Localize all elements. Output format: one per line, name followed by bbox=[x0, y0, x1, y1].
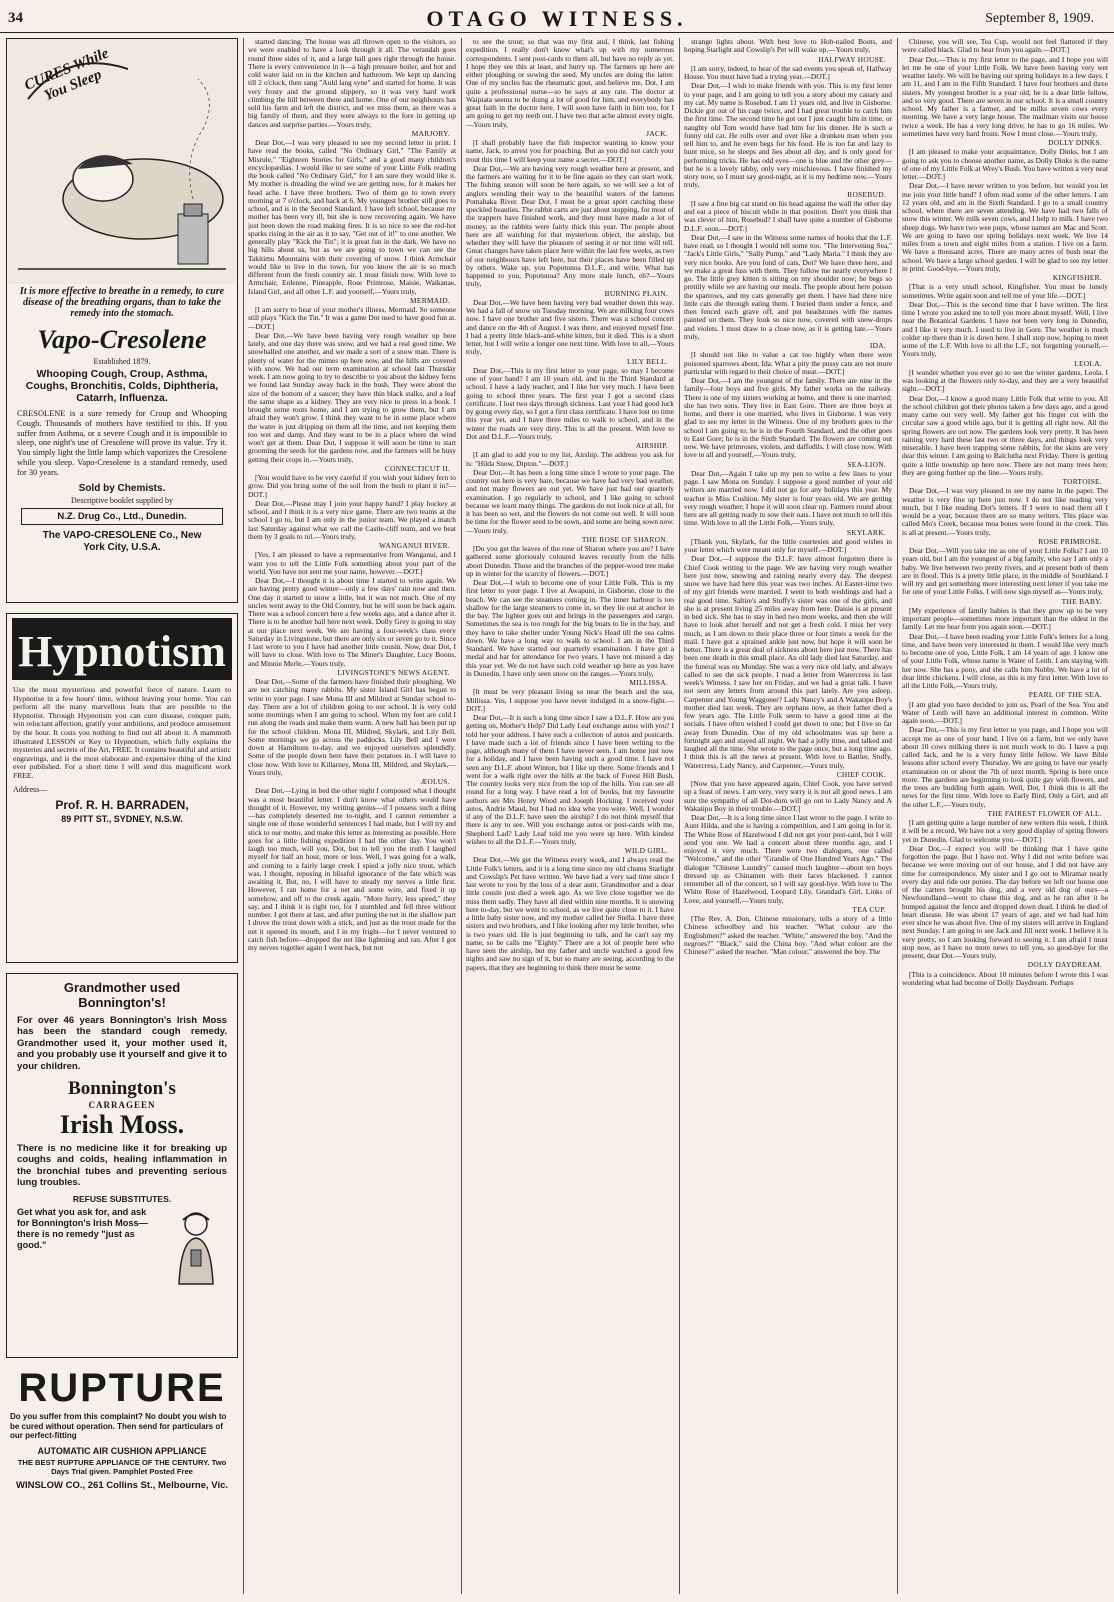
letter-paragraph: Dear Dot,—It is a long time since I last wrote to the page. I write to Aunt Hilda, and she is having a competition, and I am going in for it. The White Rose of Hazelwood I did not get your post-card, but I will send you one. We had a concert about three months ago, and I enjoyed it very much. There were two dialogues, one called "Welcome," and the other "Grandie of One Hundred Years Ago." The dialogue "Chinese Laundry" caused much laughter—about ten boys dressed up as Chinamen with their faces blackened. I cannot remember all of the concert, so I will say good-bye. With love to The White Rose of Hazelwood, Leopard Lily, Grandad's Girl, Links of Love, and yourself,—Yours truly, bbox=[684, 813, 892, 905]
column-rule bbox=[897, 38, 898, 1594]
letter-signature: SKYLARK. bbox=[846, 527, 886, 537]
letter-paragraph: started dancing. The house was all thrown open to the visitors, so we were enabled to have a look through it all. The verandah goes round three sides of it, and a large hall goes right through the house. There is every convenience in it—a high pressure boiler, and hot and cold water laid on in the kitchen and bathroom. We kept up dancing till 2 o'clock, then sang "Auld lang syne" and started for home. It was very frosty and the ground slippery, so it was very hard work climbing the hill between there and home. One of our neighbours has sold his farm and left the district, and we miss them, as there was a big family of them, and they were always to the fore in getting up dances and surprise parties.—Yours truly, bbox=[248, 38, 456, 129]
letter-signature: TEA CUP. bbox=[852, 904, 886, 914]
letter-signature: WANGANUI RIVER. bbox=[378, 541, 450, 550]
letter-paragraph: Dear Dot,—It has been a long time since I wrote to your page. The country out here is very bare, because we have had very bad weather, and not many flowers are out yet. We have just had our quarterly examination. I go regularly to school, and I like going to school because we learn many things. The gardens do not look nice at all, for it has been so wet, and the flowers do not come out well. It will soon be time for the flower seed to be sown, and some are being sown now.—Yours truly, bbox=[466, 467, 674, 535]
letter-signature: WILD GIRL. bbox=[624, 846, 668, 855]
letter-paragraph: Dear Dot,—I thought it is about time I started to write again. We are having pretty good winter—only a few days' rain now and then. One day it started to snow a little, but it was not much. One of my uncles went away to the Old Country, but he will soon be back again. There was a school concert here a few weeks ago, and a dance after it. There is to be another ball here next week. Dolly Grey is going to stay at our place next week. We are having a four-week's class every Saturday in Livingstone, but there are only six or seven go to it. Since I last wrote to you I have had another little cousin. Now, dear Dot, I will have to close. With love to The Miner's Daughter, Lucy Boons, and Minnie Merle,—Yours truly, bbox=[248, 576, 456, 668]
letter-paragraph: Dear Dot,—I have never written to you before, but would you let me join your little band? I often read some of the other letters. I am 12 years old, and am in the Sixth Standard. I go to a small country school, where there are seven attending. We have had two falls of snow this winter. We milk seven cows, and I help to milk. I have two sheep dogs. We have two wee pups, whose names are Mac and Scott. We are going to have our spring holidays next week. We live 14 miles from a town and eight miles from a station. I live on a farm. We have a thousand acres. There are many acres of bush near the school. We have a large school garden. I will be glad to see my letter in print. Good-bye.—Yours truly, bbox=[902, 181, 1108, 273]
hypnotism-banner bbox=[8, 614, 236, 684]
hypnotism-street: 89 PITT ST., SYDNEY, N.S.W. bbox=[61, 813, 183, 824]
letter-signature: DOLLY DINKS. bbox=[1048, 138, 1102, 147]
letter-paragraph: Dear Dot,—I was very pleased to see my name in the paper. The weather is very fine up here just now. I do not like reading very much, but I like reading Dot's letters. If I were to read them all I would be a year, because there are so many writers. This place was called Mo's Creek, because moa bones were found in the creek. This is all at present.—Yours truly, bbox=[902, 486, 1108, 537]
bonnington-body-2: There is no medicine like it for breaking up coughs and colds, healing inflammation in the bronchial tubes and preventing serious lung troubles. bbox=[17, 1143, 227, 1189]
letter-paragraph: Dear Dot,—I saw in the Witness some names of books that the L.F. have read, so I thought I would tell some too. "The Intervening Sea," "Jack's Little Girls," "Sally Pump," and "Lady Maria." I think they are very nice books. Are you fond of cats, Dot? We have three here, and we make a great fuss with them. They follow me nearly everywhere I go. The little grey kitten is sitting on my shoulder now; he begs so prettily while we are having our meals. The people about here poison the sparrows, and my cats generally get them. I have had three nice little cats die through eating them. I buried them under a fence, and then fenced each grave off, and put headstones with the names painted on them. They look so nice now, covered with snow-drops and violets. I must draw to a close now, as it is getting late.—Yours truly, bbox=[684, 232, 892, 341]
letter-signature: ROSE PRIMROSE. bbox=[1038, 536, 1102, 546]
editor-reply: [I wonder whether you ever go to see the winter gardens, Leola. I was looking at the flowers only to-day, and they are a very beautiful sight.—DOT.] bbox=[902, 367, 1108, 394]
bonnington-refuse: REFUSE SUBSTITUTES. bbox=[72, 1193, 172, 1204]
letter-signature: BURNING PLAIN. bbox=[604, 288, 668, 298]
vapo-sold: Sold by Chemists. bbox=[78, 482, 166, 494]
issue-date: September 8, 1909. bbox=[985, 11, 1094, 26]
letter-signature: HALFWAY HOUSE. bbox=[818, 54, 886, 64]
letter-paragraph: Dear Dot,—I wish to become one of your Little Folk. This is my first letter to your page. I live at Awapuni, in Gisborne, close to the beach. We can see the steamers coming in. The inner harbour is too shallow for the large steamers to come in, so they lie out at anchor in the bay. The lighter goes out and brings in the passengers and cargo. Sometimes the sea is too rough for the big boats to lie in the bay, and they have to take shelter under Young Nick's Head till the sea calms down. We have a long way to walk to school. I am in the Third Standard. We have started our quarterly examination. I have got a medal and bar for attendance for two years. I have not missed a day this year yet. We do not have such cold weather up here as you have in Dunedin. I have only seen snow on the ranges.—Yours truly, bbox=[466, 578, 674, 678]
letter-paragraph: Dear Dot,—I know a good many Little Folk that write to you. All the school children got their photos taken a few days ago, and a good many came out very well. My father got his finger cut with the circular saw a good while ago, but it is getting all right now. All the spring flowers are out now. The gardens look very pretty. It has been raining very hard these last two or three days, and things look very miserable. I have been trapping some rabbits, for the skins are very dear this winter. I am going to Balclutha next Friday. There is getting quite a little township up here now. There are not many trees here; they are going further up the line.—Yours truly, bbox=[902, 393, 1108, 477]
letter-paragraph: Dear Dot,—We have been having very rough weather up here lately, and one day there was snow, and we had a real good time. We snowballed one another, and we made a sort of a snow man. There is plenty of water for the mimes up here now, and the hills are covered with snow. We had our term examination at school last Thursday week. I am now going to try to describe to you about the kidney ferns we found last Sunday away back in the bush. They were about the size of the bottom of a saucer; they have thin black stalks, and a leaf the same shape as a kidney. They are very nice to press in a book. I brought some roots home, and I am trying to grow them, but I am afraid they won't grow. I think they want to be in some place where the water is just dripping on them all the time, and not keeping them too wet and damp. And they want to be in a place where the wind won't get at them. Dear Dot, I suppose it will soon be time to start grooming the seeds for the gardens now, and the farmers will be busy getting their crops in.—Yours truly, bbox=[248, 330, 456, 464]
letters-column-1 bbox=[248, 38, 456, 1596]
letter-paragraph: Dear Dot,—We get the Witness every week, and I always read the Little Folk's letters, and it is a long time since my old chums Starlight and Cowslip's Pet have written. We have had a very sad time since I last wrote to you by the loss of a dear aunt. Grandmother and a dear little cousin just died a week ago. As we live close together we do miss them sadly. They have all died within nine months. It is snowing here to-day, but we went to school, as we live quite close to it. I have a little baby sister now, and my mother called her Stella. I have three sisters and two brothers, and I like looking after my little brother, who is two years old. He is just beginning to talk, and he can't say my name, so he calls me "Eighty." There are a lot of people here who have seen the airship, but my father and uncle watched a good few nights and saw no sign of it, but so many are seeing, according to the papers, that they are beginning to think there must be some bbox=[466, 855, 674, 972]
editor-reply: [Thank you, Skylark, for the little courtesies and good wishes in your letter which were meant only for myself.—DOT.] bbox=[684, 536, 892, 554]
bonnington-body: For over 46 years Bonnington's Irish Moss has been the standard cough remedy. Grandmother used it, your mother used it, and you probably use it yourself and give it to your children. bbox=[17, 1015, 227, 1072]
letter-paragraph: Dear Dot,—Lying in bed the other night I composed what I thought was a most beautiful letter. I don't know what others would have thought of it. However, my writing genius—if I possess such a thing—has completely deserted me to-night, and I cannot remember a single one of those wonderful sentences I had made, but I will try and stick to our motto, and make this letter as interesting as possible. Here goes for a little fishing expedition I had the other day. You won't laugh too much, will you, Dot, but to tell you the truth I laughed myself for half an hour, more or less. Well, I was going for a walk, and coming to a fairly large creek I spied a jolly nice trout, which was, I thought, reposing in blissful ignorance of the fate which was awaiting it. But, no, I will have to steady my nerves a little first. However, I ran home for a net and some wire, and fixed it up somehow, and off to the creek again. "More hurry, less speed," they say, and I think it is right too, for I stumbled and fell three without number. I got there at last, and after putting the net in the shallow part I drove the trout down with a stick, and just as the trout made for the net it opened its mouth, and I in my fright—for I never ventured to catch fish before—dropped the net like lightning and ran. After I got my nerves together again I went back, but not bbox=[248, 786, 456, 952]
letter-signature: ROSEBUD. bbox=[847, 189, 886, 199]
editor-reply: [I am sorry, indeed, to hear of the sad events you speak of, Halfway House. You must have had a trying year.—DOT.] bbox=[684, 63, 892, 81]
bonnington-headline: Grandmother used Bonnington's! bbox=[63, 980, 181, 1010]
editor-reply: [Do you get the leaves of the rose of Sharon where you are? I have gathered some gloriously coloured leaves recently from the hills about Dunedin. Those and the branches of the pepper-wood tree make up in winter for the scarcity of flowers.—DOT.] bbox=[466, 544, 674, 578]
rupture-body: Do you suffer from this complaint? No doubt you wish to be cured without operation. Then send for particulars of our perfect-fitting bbox=[10, 1412, 227, 1440]
bonnington-ask: Get what you ask for, and ask for Bonnington's Irish Moss—there is no remedy "just as good." bbox=[17, 1206, 148, 1250]
letter-signature: LEOLA. bbox=[1074, 358, 1102, 368]
letter-paragraph: Dear Dot,—I expect you will be thinking that I have quite forgotten the page. But I have not. Why I did not write before was because we were moving out of our house, and I did not have any time for correspondence. My sister and I go out to Miramar nearly every day and ride our ponies. The day before we left our house one of the carters brought his dog, and a very old dog of ours—a Newfoundland—went to chase this dog, and as he ran after it he bumped against the fence and dropped down dead. I think he died of heart disease. He was about 17 years of age, and we had had him ever since he was about five. One of my sisters will arrive in England next Sunday. I am going to see Jack and Jill next week. I believe it is very pretty, so I am looking forward to seeing it. I am afraid I must stop now, as I have no more news to tell you, so good-bye for the present, dear Dot.—Yours truly, bbox=[902, 843, 1108, 960]
letter-paragraph: Dear Dot,—Please may I join your happy band? I play hockey at school, and I think it is a very nice game. There are two teams at the school I go to, but I am only in the junior team. We played a match last Saturday against what we call the Castle-cliff team, and we beat them by 3 goals to nil.—Yours truly, bbox=[248, 498, 456, 541]
column-rule bbox=[243, 38, 244, 1594]
letter-paragraph: to see the trout; so that was my first and, I think, last fishing expedition. I really don't know what's up with my numerous correspondents. I sent post-cards to them all, but have no reply as yet. I hope they see this at least, and hurry up. The farmers up here are either ploughing or sowing the seed. My uncles are doing the latter. One of my uncles has the rheumatic gout, and believe me, Dot, I am quite a professional nurse—so he says at any rate. The doctor at Waipiata seems to be doing a lot of good for him, and everybody has great faith in the doctor here. I will soon have faith in him too, for I am going to get my teeth out. I have two that ache almost every night.—Yours truly, bbox=[466, 38, 674, 129]
letter-paragraph: Dear Dot,—We are having very rough weather here at present, and the farmers are waiting for it to be fine again so they can start work. The fishing season will soon be here again, so we will see a lot of anglers wending their way to the beautiful waters of the famous Pomahaka River. Dear Dot, I must be a great sport catching these speckled beauties. The rabbit carts are just about stopping, for most of the trappers have finished work, and they must have made a lot of money, as the rabbits were fairly thick this year. The people about here are all watching for that mysterious object, the airship, but whether they will have the pleasure of seeing it or not time will tell. Great changes have taken place here within the last few weeks, as two of our neighbours have left here, but their places have been filled up by others. Wake up, you Popotunoa D.L.F., and write. What has happened to you, Popotunoa? Any more stale lunch, eh?—Yours truly, bbox=[466, 163, 674, 289]
letter-paragraph: Dear Dot,—Some of the farmers have finished their ploughing. We are not catching many rabbits. My sister Island Girl has begun to write to your page. I saw Mona III and Mildred at Sunday school to-day. There are a lot of children going to our school. It is very cold some mornings when I am going to school. When my feet are cold I run along the roads and make them warm. A new hall has been put up for the school children. Mona III, Mildred, Skylark, and Lily Bell. Some mornings we go across the paddocks. Lily Bell and I were down at Hamiltons to-day, and we enjoyed ourselves splendidly. Some of the people down here have their potatoes in. I will have to close now. With love to Killarney, Mona III, Mildred, and Skylark,—Yours truly, bbox=[248, 677, 456, 777]
editor-reply: [I am glad to add you to my list, Airship. The address you ask for is: "Hilda Snow, Dipton."—DOT.] bbox=[466, 450, 674, 468]
rupture-headline: RUPTURE bbox=[18, 1366, 226, 1410]
letter-signature: AIRSHIP. bbox=[635, 441, 668, 450]
letter-signature: SEA-LION. bbox=[847, 459, 886, 469]
rupture-company: WINSLOW CO., 261 Collins St., Melbourne, Vic. bbox=[15, 1479, 229, 1491]
vapo-tagline: It is more effective to breathe in a remedy, to cure disease of the breathing organs, than to take the remedy into the stomach. bbox=[19, 286, 225, 319]
newspaper-title: OTAGO WITNESS. bbox=[426, 6, 688, 31]
letter-signature: TORTOISE. bbox=[1062, 477, 1102, 486]
letter-signature: JACK. bbox=[646, 128, 668, 138]
vapo-company: The VAPO-CRESOLENE Co., New York City, U.S.A. bbox=[42, 529, 202, 553]
rupture-product: AUTOMATIC AIR CUSHION APPLIANCE bbox=[37, 1445, 207, 1456]
editor-reply: [I am pleased to make your acquaintance, Dolly Dinks, but I am going to ask you to choose another name, as Dolly Dinks is the name of one of my Little Folk at Wrey's Bush. You have written a very neat letter.—DOT.] bbox=[902, 147, 1108, 181]
vapo-brand: Vapo-Cresolene bbox=[37, 325, 207, 354]
letter-signature: DOLLY DAYDREAM. bbox=[1027, 960, 1102, 970]
letter-signature: IDA. bbox=[869, 341, 886, 350]
advertisement-column bbox=[6, 38, 238, 1596]
editor-reply: [I shall probably have the fish inspector wanting to know your name, Jack, to arrest you for poaching. But as you did not catch your trout this time I will keep your name a secret.—DOT.] bbox=[466, 138, 674, 164]
grandmother-illustration bbox=[161, 1206, 231, 1286]
editor-reply: [That is a very small school, Kingfisher. You must be lonely sometimes. Write again soon and tell me of your life.—DOT.] bbox=[902, 282, 1108, 300]
letter-paragraph: Dear Dot,—We have been having very bad weather down this way. We had a fall of snow on Tuesday morning. We are milking four cows now. I have one brother and five sisters. There was a school concert and dance on the 4th of August. I was there, and enjoyed myself fine. I had a pretty little black-and-white kitten, but it died. This is a short letter, but I will write a longer one next time. With love to all,—Yours truly, bbox=[466, 297, 674, 357]
letter-signature: THE ROSE OF SHARON. bbox=[581, 534, 668, 544]
editor-reply: [It must be very pleasant living so near the beach and the sea, Millissa. Yes, I suppose you have never indulged in a snow-fight.—DOT.] bbox=[466, 687, 674, 713]
editor-reply: [I am glad you have decided to join us, Pearl of the Sea. You and Water of Leith will have an additional interest in common. Write again soon.—DOT.] bbox=[902, 699, 1108, 725]
letters-column-4 bbox=[902, 38, 1108, 1596]
letter-paragraph: strange lights about. With best love to Hob-nailed Boots, and hoping Starlight and Cowslip's Pet will wake up,—Yours truly, bbox=[684, 38, 892, 55]
editor-reply: [Now that you have appeared again, Chief Cook, you have served up a feast of news. I am very, very sorry it is not all good news. I am sure the sympathy of all Dot-dom will go out to Lady Nancy and A Wakatipu Boy in their trouble.—DOT.] bbox=[684, 779, 892, 813]
cures-banner: CURES While You Sleep bbox=[22, 45, 112, 105]
vapo-body: CRESOLENE is a sure remedy for Croup and Whooping Cough. Thousands of mothers have testified to this. If you suffer from Asthma, or a severe Cough and it is impossible to sleep, one night's use of Cresolene will prove its value. Try it. You simply light the little lamp which vaporizes the Cresolene while you sleep. Vapo-Cresolene is a standard remedy, used for 30 years. bbox=[17, 409, 227, 477]
editor-reply: [My experience of family babies is that they grow up to be very important people—sometimes more important than the oldest in the family. Let me hear from you again soon.—DOT.] bbox=[902, 605, 1108, 632]
editor-reply: [The Rev. A. Don, Chinese missionary, tells a story of a little Chinese schoolboy and his teacher. "What colour are the Englishmen?" asked the teacher. "White," answered the boy. "And the negroes?" "Black," said the China boy. "And what colour are the Chinese?" asked the teacher. "Man colour," answered the boy. The bbox=[684, 914, 892, 956]
letter-paragraph: Dear Dot,—I suppose the D.L.F. have almost forgotten there is Chief Cook writing to the page. We are having very rough weather here just now, snowing and raining nearly every day. The deepest snow we have had here this year was two inches. At Easter-time two of my girl friends were married. I went to both weddings and had a real good time. Saltire's and Stuffy's sister was one of the girls, and she is at present living 25 miles away from here. Daisie is at present in bed sick. She has to stay in bed two more weeks, and then she will have to look after herself and not get a fresh cold. I miss her very much, as I am down to their place three or four times a week for the mail. I have got a sprained ankle just now, but hope it will soon be better. There is a great deal of sickness about here just now. There has been one death in this small place. An old lady died last Saturday, and the funeral was on Monday. She was a very nice old lady, and always called to see the sick people. I read a letter from Watercress in last week's Witness. I saw her on Friday, and we had a great talk. I have not seen any letters from around this part lately. Are you asleep, Carpenter and Young Waggoner? Lady Nancy's and A Wakatipu Boy's mother died last week. They are orphans now, as their father died a few years ago. The Little Folk seem to have a good time at the socials. I have often wished I could get down to one; but I live so far away from Dunedin. One of my old schoolmates was up here a fortnight ago and stayed all night. We had a jolly time, and talked and laughed all the time. She wrote to the page once, but a long time ago. I think this is all the news at present. With love to Battler, Stuffy, Watercress, Lady Nancy, and Carpenter,—Yours truly, bbox=[684, 554, 892, 770]
editor-reply: [I am sorry to hear of your mother's illness, Mermaid. So someone still plays "Kick the Tin." It was a game Dot used to have good fun at.—DOT.] bbox=[248, 305, 456, 331]
letter-paragraph: Dear Dot,—This is my first letter to the page, and I hope you will let me be one of your Little Folk. We have been having very wet weather lately. We will be having our spring holidays in a few days. I am 11, and I am in the Fifth Standard. I have four brothers and three sisters. My youngest brother is a year old; he is a dear little fellow, and so very good. There are seven in our school. It is a small country school. My father is a farmer, and he milks seven cows every morning. We have a very large house. The mailman visits our house twice a week. He has a very long drive; he has to go 16 miles. We sometimes have very hard frosts. Now I must close.—Yours truly, bbox=[902, 54, 1108, 138]
letter-signature: CHIEF COOK. bbox=[836, 769, 886, 779]
letter-paragraph: Dear Dot,—I was very pleased to see my second letter in print. I have read the books, called "No Ordinary Girl," "The Family at Misrule," "Eighteen Stories for Girls," and a good many children's encyclopædias. I would like to see some of your Little Folk reading the book called "No Ordinary Girl," for I am sure they would like it. My mother is dreading the wind we are getting now, for it makes her head ache. I have three brothers. Two of them go to town every morning at 7 o'clock, and back at 6. My youngest brother still goes to school, and is in the Second Standard. I have left school, because my mother has been very ill, but she is now recovering again. We have just been down the road making fires. It is so nice to see the red-hot sparks rising in the air as it to say, "Get out of it!" to one another. We generally play "Kick the Tin"; it is great fun in the dark. We have no big hills about us, but as we are going to town we can see the Takitimu Mountains with their covering of snow. I think Armchair would like to live in the town, for you know the air is so much different from the fresh country air. I must finish now. With love to Armchair, Enlenne, Pineapple, Rose Primrose, Maisie, Waikanae, Island Girl, and all other L.F. and yourself,—Yours truly, bbox=[248, 138, 456, 296]
vapo-agent: N.Z. Drug Co., Ltd., Dunedin. bbox=[21, 508, 223, 525]
bonnington-brand: Bonnington's bbox=[68, 1078, 176, 1100]
letter-paragraph: Dear Dot,—This is my first letter to your page, so may I become one of your band? I am 10 years old, and in the Third Standard at school. I have a lady teacher, and I like her very much. I have been going to school three years. The first year I got a second class certificate. I lost two days through sickness. Last year I had good luck by going every day, so I got a first class certificate. I have lost no time this year yet, and I have three miles to walk to school, and in the winter the roads are very dirty. This is all the present. With love to Dot and D.L.F.—Yours truly, bbox=[466, 365, 674, 441]
editor-reply: [You would have to be very careful if you wish your kidney fern to grow. Did you bring some of the soil from the bush to plant it in?—DOT.] bbox=[248, 473, 456, 499]
vapo-cresolene-advert bbox=[6, 38, 238, 603]
letter-signature: MILLISSA. bbox=[629, 678, 668, 687]
editor-reply: [I should not like to value a cat too highly when there were poisoned sparrows about, Ida. What a pity the pussy cats are not more particular with regard to their choice of meat.—DOT.] bbox=[684, 350, 892, 376]
column-rule bbox=[679, 38, 680, 1594]
letter-paragraph: Dear Dot,—I am the youngest of the family. There are nine in the family—four boys and five girls. My father works on the railway. There is one of my sisters working at home, and there is one married; she has two sons. They live in East Gore. There are three boys at home, and there is one married, who lives in Gisborne. I was very glad to see my letter in the Witness. One of my brothers goes to the school I am going to; he is in the Fourth Standard, and the other goes to East Gore; he is in the Sixth Standard. The flowers are coming out now. We have primroses, violets, and daffodils. I will close now. With love to all and yourself,—Yours truly, bbox=[684, 376, 892, 460]
editor-reply: [This is a coincidence. About 10 minutes before I wrote this I was wondering what had become of Dolly Daydream. Perhaps bbox=[902, 969, 1108, 987]
editor-reply: [I saw a fine big cat stand on his head against the wall the other day and eat a piece of biscuit while in that position. Don't you think that was clever of him, Rosebud? I shall have quite a number of Gisborne D.L.F. soon.—DOT.] bbox=[684, 198, 892, 233]
vapo-ailments: Whooping Cough, Croup, Asthma, Coughs, Bronchitis, Colds, Diphtheria, Catarrh, Influenza. bbox=[25, 368, 219, 404]
letter-signature: MERMAID. bbox=[410, 295, 450, 305]
bonnington-irish-moss: Irish Moss. bbox=[59, 1110, 185, 1140]
letter-signature: LIVINGSTONE'S NEWS AGENT. bbox=[337, 667, 450, 677]
hypnotism-body: Use the most mysterious and powerful force of nature. Learn to Hypnotise in a few hours' time, without leaving your home. You can perform all the many marvellous feats that are possible to the Hypnotist. Through Hypnotism you can cure disease, conquer pain, win reluctant affection, gratify your ambitions, and produce amusement by the hour. It costs you nothing to find out all about it. A mammoth illustrated LESSON or Key to Hypnotism, which fully explains the mysteries and secrets of the Art, FREE. It contains beautiful and artistic engravings, and is the most elaborate and expensive thing of the kind ever published. For a short time I will send this magnificent work FREE. bbox=[13, 685, 231, 780]
letter-paragraph: Dear Dot,—Will you take me as one of your Little Folks? I am 10 years old, but I am the youngest of a big family, who say I am only a baby. We live between two pretty rivers, and at present both of them are in flood. This is a pretty little place, in the middle of Southland. I will try and get something more interesting next letter if you take me for one of your Little Folks. I will now sign myself as—Yours truly, bbox=[902, 546, 1108, 597]
letter-paragraph: Dear Dot,—It is such a long time since I saw a D.L.F. How are you getting on, Mother's Help? Did Lady Leaf exchange autos with you? I told her your address. I have such a collection of autos and postcards. I have made such a lot of friends since I have been writing to the page, although many of them I have never seen. I am home just now for a holiday, and I have been having such a good time. I have not seen any D.L.F. about Winton, but I like up there. Some friends and I went for a walk right over the hills at the back of Forest Hill Bush. The country looks very nice from the top of the hills. You can see all round for a long way. I have read a lot of books, but my favourite authors are Mrs Henry Wood and Joseph Hocking. I received your autos, Andrie Maud, but I had no idea who you were. Well, I wonder if any of the D.L.F. have seen the airship? I do not think myself that there is any to see. Will you exchange autos or post-cards with me, Shepherd Lad? Lady Leaf told me you were up here. With kindest wishes to all the D.L.F.—Yours truly, bbox=[466, 713, 674, 846]
rupture-sub: THE BEST RUPTURE APPLIANCE OF THE CENTURY. Two Days Trial given. Pamphlet Posted Free bbox=[17, 1457, 227, 1476]
letter-signature: PEARL OF THE SEA. bbox=[1028, 690, 1102, 700]
letter-paragraph: Dear Dot,—Again I take up my pen to write a few lines to your page. I saw Mona on Sunday. I suppose a good number of your old writers are married now. I did not go for any holidays this year. My teacher is Miss Cushion. My sister is four years old. We are getting very rough weather; I hope it will soon clear up. Farmers round about here are all getting ready to sow their oats. I have not much to tell this time. With love to all the Little Folk,—Yours truly, bbox=[684, 468, 892, 528]
letter-paragraph: Dear Dot,—I have been reading your Little Folk's letters for a long time, and have been very interested in them. I would like very much to become one of you, Little Folk. I am 14 years of age. I know one of your Little Folk, whose name is Water of Leith. I am staying with her now. She has a pony, and she calls him Nobby. We have a lot of dear little chickens. I will close, as this is my first letter. With love to all the Little Folk,—Yours truly, bbox=[902, 631, 1108, 690]
letter-signature: MARJORY. bbox=[411, 128, 450, 138]
hypnotism-name: Prof. R. H. BARRADEN, bbox=[55, 797, 189, 812]
letter-signature: KINGFISHER. bbox=[1052, 273, 1102, 282]
column-rule bbox=[461, 38, 462, 1594]
page-number: 34 bbox=[8, 10, 23, 26]
editor-reply: [Yes, I am pleased to have a representative from Wanganui, and I want you to tell the Little Folk something about your part of the world. You have not sent me your name, however.—DOT.] bbox=[248, 550, 456, 576]
letter-signature: LILY BELL. bbox=[627, 356, 668, 366]
hypnotism-headline: Hypnotism bbox=[18, 627, 226, 676]
letter-signature: THE FAIREST FLOWER OF ALL. bbox=[987, 808, 1102, 818]
bonnington-advert bbox=[6, 973, 238, 1358]
letter-signature: CONNECTICUT II. bbox=[384, 463, 450, 473]
letter-signature: ÆOLUS. bbox=[420, 777, 450, 786]
bonnington-carrageen: CARRAGEEN bbox=[88, 1100, 156, 1111]
letters-column-2 bbox=[466, 38, 674, 1596]
vapo-booklet: Descriptive booklet supplied by bbox=[71, 495, 173, 505]
letter-paragraph: Dear Dot,—This is the second time that I have written. The first time I wrote you asked me to tell you more about myself. Well, I live near the Botanical Gardens. I have not been very long in Dunedin, and I like it very much. I used to live in Gore. The weather is much colder up there than it is down here. I shall stop now, hoping to meet some of the L.F. With love to all the L.F., not forgetting yourself,—Yours truly, bbox=[902, 299, 1108, 359]
letter-paragraph: Chinese, you will see, Tea Cup, would not feel flattered if they were called black. Glad to hear from you again.—DOT.] bbox=[902, 38, 1108, 55]
hypnotism-address-label: Address— bbox=[13, 784, 48, 794]
hypnotism-advert bbox=[6, 613, 238, 963]
letter-paragraph: Dear Dot,—I wish to make friends with you. This is my first letter to your page, and I am going to tell you a story about my canary and my cat. My name is Rosebud. I am 11 years old, and live in Gisborne. Dickie got out of his cage twice, and I had great trouble to catch him the first time. The second time he got out I just caught him in time, or naughty old Tom would have had him for his dinner. He is such a funny old cat. He rolls over and over like a drunken man when you tell him to, and he even begs for his food. He is too fat and lazy to hunt mice, so he sleeps and lies about all day, and is only good for performing tricks. He has odd eyes—one is blue and the other grey—but he is a lovely tabby, only very mischievous. I have finished my story now, so I must say good-night, as it is my bedtime now.—Yours truly, bbox=[684, 81, 892, 190]
editor-reply: [I am getting quite a large number of new writers this week. I think it will be a record. We have not a very good display of spring flowers yet in Dunedin. Glad to welcome you.—DOT.] bbox=[902, 818, 1108, 844]
masthead bbox=[0, 0, 1114, 33]
letter-paragraph: Dear Dot,—This is my first letter to you page, and I hope you will accept me as one of your band. I live on a farm, but we only have about 10 cows milking there is not much work to do. I have a pup called Jack, and he is a very funny little fellow. We have Bible lessons after school every Thursday. We are going to have our yearly examination on or about the 7th of next month. Spring is here once more. The gardens are beginning to look quite gay with flowers, and the trees are budding forth again. Well, Dot, I think this is all the news for the first time. With love to Early Bird, Only a Girl, and all the other L.F.,—Yours truly, bbox=[902, 725, 1108, 809]
letter-signature: THE BABY. bbox=[1061, 596, 1102, 606]
rupture-advert bbox=[6, 1366, 238, 1596]
vapo-established: Established 1879. bbox=[93, 357, 151, 366]
letters-column-3 bbox=[684, 38, 892, 1596]
